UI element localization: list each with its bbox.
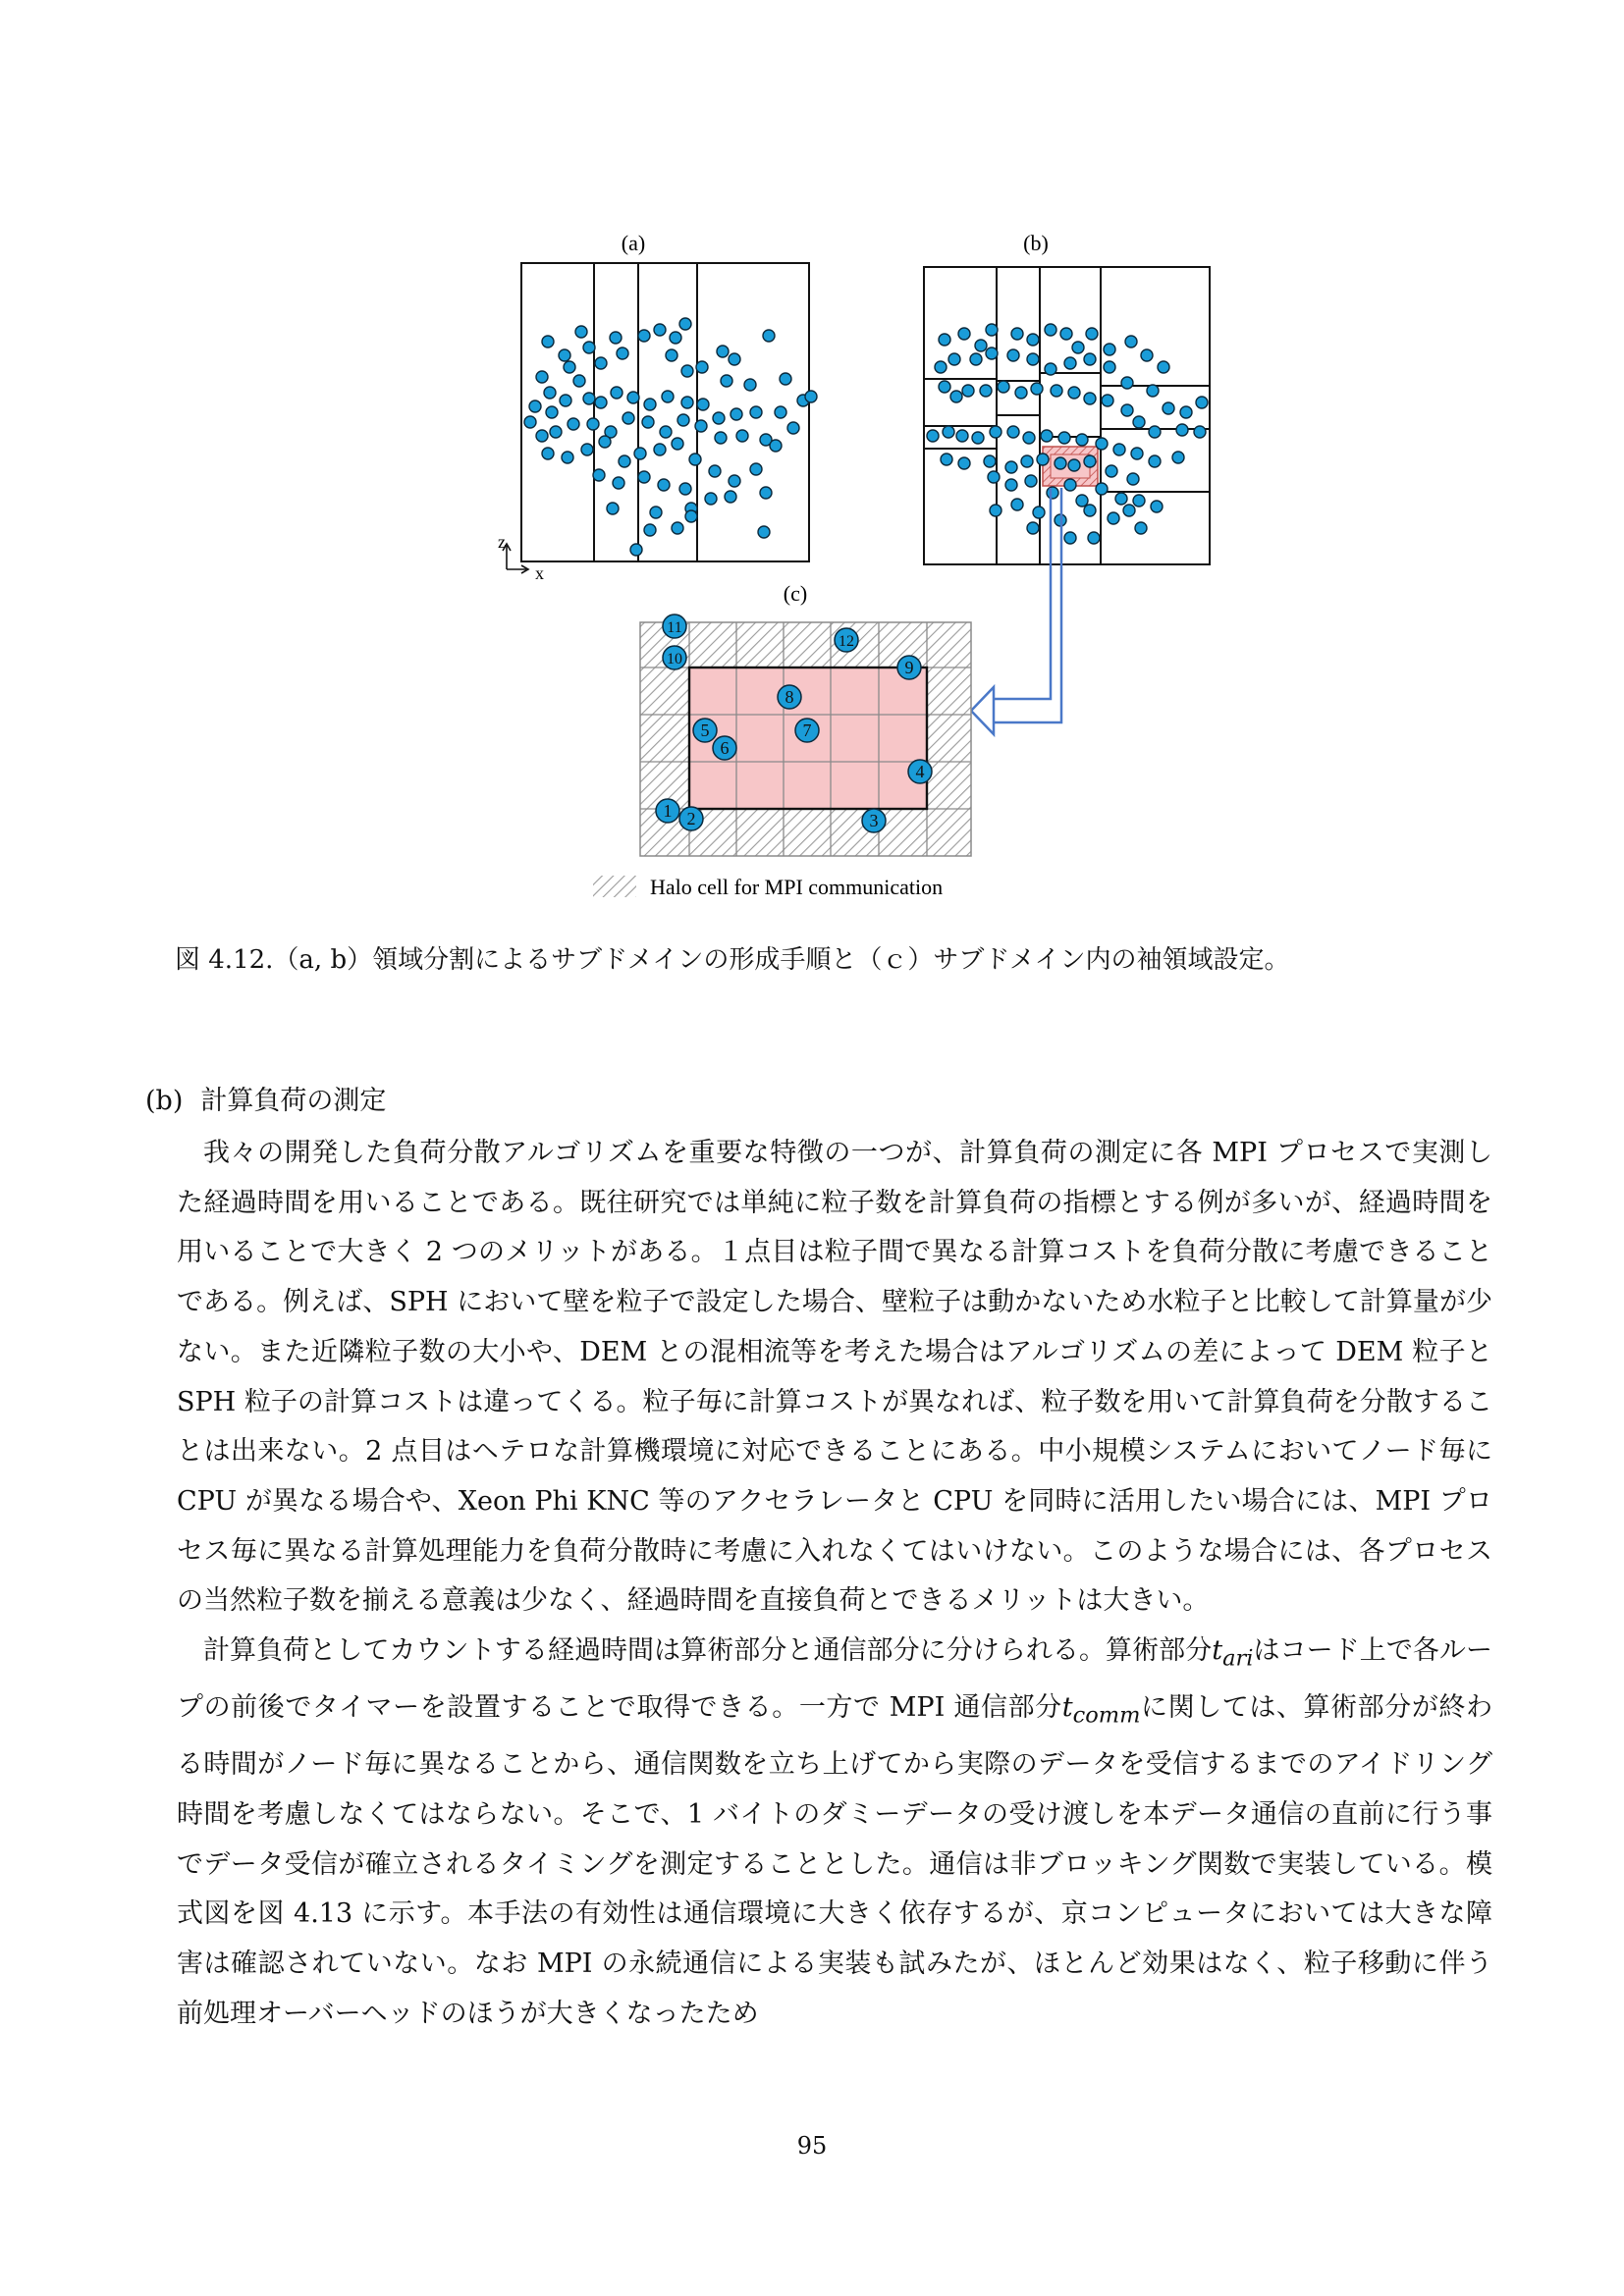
particle <box>990 505 1001 516</box>
particle <box>1084 353 1096 365</box>
numbered-particle-9 <box>897 656 921 679</box>
paragraph-2-text-middle: はコード上で各ループの前後でタイマーを設置することで取得できる。一方で MPI 通信部分 <box>177 1635 1492 1724</box>
particle <box>962 385 974 397</box>
particle <box>1015 387 1027 399</box>
particle <box>679 318 691 330</box>
particle <box>1005 461 1017 473</box>
numbered-particle-5 <box>693 719 717 742</box>
numbered-particle-label: 11 <box>667 619 682 636</box>
particle <box>1007 426 1019 438</box>
particle <box>607 503 619 514</box>
particle <box>787 422 799 434</box>
paragraph-2 <box>177 1627 1492 2039</box>
particle <box>611 387 623 399</box>
figure-drawing <box>0 0 1624 903</box>
particle <box>617 347 628 359</box>
paragraph-2-text-end: に関しては、算術部分が終わる時間がノード毎に異なることから、通信関数を立ち上げてから実際のデータを受信するまでのアイドリング時間を考慮しなくてはならない。そこで、1 バイトのダミーデータの受け渡しを本データ通信の直前に行う事でデータ受信が確立されるタイミングを測定することとした。通信は非ブロッキング関数で実装している。模式図を図 4.13 に示す。本手法の有効性は通信環境に大きく依存するが、京コンピュータにおいては大きな障害は確認されていない。なお MPI の永続通信による実装も試みたが、ほとんど効果はなく、粒子移動に伴う前処理オーバーヘッドのほうが大きくなったため <box>177 1692 1493 2029</box>
particle <box>1196 397 1208 408</box>
numbered-particle-12 <box>835 628 858 652</box>
particle <box>599 436 611 448</box>
section-number: (b) <box>145 1086 184 1116</box>
numbered-particle-2 <box>679 807 703 830</box>
particle <box>988 471 1000 483</box>
particle <box>681 397 693 408</box>
particle <box>1076 495 1088 507</box>
numbered-particle-1 <box>656 799 679 823</box>
particle <box>1041 430 1053 442</box>
particle <box>634 448 646 459</box>
particle <box>544 387 556 399</box>
particle <box>1172 452 1184 463</box>
particle <box>927 430 939 442</box>
panel-b-label: (b) <box>1023 231 1049 255</box>
numbered-particle-7 <box>795 719 819 742</box>
variable-t-ari: $t_{ari}$ <box>1212 1635 1254 1672</box>
particle <box>1072 342 1084 353</box>
particle <box>638 330 650 342</box>
particle <box>583 393 595 404</box>
particle <box>670 332 681 344</box>
particle <box>1102 395 1113 406</box>
particle <box>1064 357 1076 369</box>
particle <box>1027 334 1039 346</box>
particle <box>1176 424 1188 436</box>
section-heading <box>145 1082 386 1121</box>
particle <box>805 391 817 402</box>
particle <box>1064 479 1076 491</box>
particle <box>560 395 571 406</box>
particle <box>672 438 683 450</box>
particle <box>1011 328 1023 340</box>
particle <box>970 353 982 365</box>
particle <box>1108 512 1119 524</box>
particle <box>662 391 674 402</box>
legend-text: Halo cell for MPI communication <box>650 875 944 899</box>
particle <box>650 507 662 518</box>
particle <box>1096 438 1108 450</box>
particle <box>1025 475 1037 487</box>
particle <box>1151 501 1163 512</box>
panel-c-label: (c) <box>783 581 808 606</box>
particle <box>529 400 541 412</box>
particle <box>1123 505 1135 516</box>
numbered-particle-11 <box>663 614 686 638</box>
particle <box>736 430 748 442</box>
particle <box>1007 349 1019 361</box>
particle <box>583 342 595 353</box>
particle <box>1045 363 1056 375</box>
particle <box>1113 444 1125 455</box>
particle <box>775 406 786 418</box>
particle <box>593 469 605 481</box>
particle <box>1149 455 1161 467</box>
particle <box>1133 495 1145 507</box>
figure-4-12 <box>0 0 1624 903</box>
particle <box>1121 404 1133 416</box>
particle <box>1147 385 1159 397</box>
body-text <box>177 1129 1492 2039</box>
particle <box>1121 377 1133 389</box>
particle <box>1131 448 1143 459</box>
numbered-particle-4 <box>908 760 932 783</box>
particle <box>638 471 650 483</box>
numbered-particle-label: 4 <box>915 762 925 781</box>
particle <box>986 324 998 336</box>
particle <box>630 544 642 556</box>
particle <box>705 493 717 505</box>
particle <box>1027 353 1039 365</box>
numbered-particle-label: 8 <box>785 687 794 707</box>
particle <box>1158 361 1169 373</box>
particle <box>956 430 968 442</box>
particle <box>780 373 791 385</box>
particle <box>1064 532 1076 544</box>
particle <box>1163 402 1174 414</box>
zoom-arrow <box>971 488 1061 734</box>
particle <box>958 457 970 469</box>
particle <box>972 432 984 444</box>
particle <box>564 361 575 373</box>
particle <box>562 452 573 463</box>
particle <box>948 353 960 365</box>
particle <box>536 430 548 442</box>
particle <box>666 349 677 361</box>
particle <box>546 406 558 418</box>
particle <box>573 375 585 387</box>
particle <box>550 426 562 438</box>
panel-a <box>521 263 817 561</box>
particle <box>595 397 607 408</box>
panel-c <box>640 614 971 856</box>
particle <box>613 477 624 489</box>
numbered-particle-label: 3 <box>869 811 879 830</box>
particle <box>1180 406 1192 418</box>
panel-a-label: (a) <box>621 231 646 255</box>
particle <box>1125 336 1137 347</box>
numbered-particle-label: 5 <box>700 721 710 740</box>
numbered-particle-label: 6 <box>720 738 730 758</box>
particle <box>941 454 952 465</box>
particle <box>542 448 554 459</box>
particle <box>1051 385 1062 397</box>
particle <box>1104 361 1115 373</box>
particle <box>986 347 998 359</box>
particle <box>1106 465 1117 477</box>
particle <box>1141 349 1153 361</box>
particle <box>958 328 970 340</box>
particle <box>1115 493 1127 505</box>
particle <box>1045 324 1056 336</box>
particle <box>1084 393 1096 404</box>
particle <box>627 392 639 403</box>
particle <box>1084 455 1096 467</box>
particle <box>1047 487 1058 499</box>
axis-x-label: x <box>535 563 544 583</box>
particle <box>681 365 693 377</box>
particle <box>575 326 587 338</box>
particle <box>725 491 736 503</box>
particle <box>935 361 947 373</box>
particle <box>943 426 954 438</box>
numbered-particle-label: 2 <box>686 809 696 828</box>
particle <box>750 406 762 418</box>
legend <box>593 875 943 899</box>
particle <box>980 385 992 397</box>
particle <box>623 412 634 424</box>
particle <box>695 420 707 432</box>
numbered-particle-8 <box>778 685 801 709</box>
particle <box>1149 426 1161 438</box>
particle <box>1076 434 1088 446</box>
particle <box>642 416 654 428</box>
particle <box>1068 459 1080 471</box>
particle <box>697 399 709 410</box>
particle <box>1088 532 1100 544</box>
panel-b <box>924 267 1210 564</box>
particle <box>1104 344 1115 355</box>
particle <box>731 408 742 420</box>
particle <box>729 475 740 487</box>
particle <box>990 426 1001 438</box>
particle <box>744 379 756 391</box>
particle <box>715 432 727 444</box>
numbered-particle-label: 9 <box>904 658 914 677</box>
section-title: 計算負荷の測定 <box>200 1086 387 1116</box>
particle <box>750 463 762 475</box>
particle <box>679 483 691 495</box>
particle <box>689 454 701 465</box>
particle <box>729 353 740 365</box>
particle <box>770 440 782 452</box>
particle <box>660 426 672 438</box>
particle <box>763 330 775 342</box>
particle <box>1011 499 1023 510</box>
particle <box>677 414 689 426</box>
particle <box>587 418 599 430</box>
particle <box>1058 432 1070 444</box>
particle <box>713 412 725 424</box>
particle <box>654 324 666 336</box>
particle <box>717 346 729 357</box>
particle <box>536 371 548 383</box>
paragraph-2-text-start: 計算負荷としてカウントする経過時間は算術部分と通信部分に分けられる。算術部分 <box>203 1635 1213 1667</box>
numbered-particle-3 <box>862 809 886 832</box>
particle <box>1021 455 1033 467</box>
particle <box>1033 507 1045 518</box>
particle <box>758 526 770 538</box>
particle <box>1086 328 1098 340</box>
particle <box>542 336 554 347</box>
particle <box>984 455 996 467</box>
particle <box>939 334 950 346</box>
particle <box>595 357 607 369</box>
particle <box>1135 522 1147 534</box>
particle <box>950 391 962 402</box>
paragraph-1 <box>177 1129 1492 1627</box>
particle <box>685 510 697 522</box>
numbered-particle-label: 12 <box>839 633 854 650</box>
figure-caption: 図 4.12.（a, b）領域分割によるサブドメインの形成手順と（ｃ）サブドメイン内の袖領域設定。 <box>175 945 1290 975</box>
particle <box>610 332 622 344</box>
numbered-particle-6 <box>713 736 736 760</box>
paragraph-1-text: 我々の開発した負荷分散アルゴリズムを重要な特徴の一つが、計算負荷の測定に各 MPI プロセスで実測した経過時間を用いることである。既往研究では単純に粒子数を計算負荷の指標とする例が多いが、経過時間を用いることで大きく 2 つのメリットがある。１点目は粒子間で異なる計算コストを負荷分散に考慮できることである。例えば、SPH において壁を粒子で設定した場合、壁粒子は動かないため水粒子と比較して計算量が少ない。また近隣粒子数の大小や、DEM との混相流等を考えた場合はアルゴリズムの差によって DEM 粒子と SPH 粒子の計算コストは違ってくる。粒子毎に計算コストが異なれば、粒子数を用いて計算負荷を分散することは出来ない。2 点目はヘテロな計算機環境に対応できることにある。中小規模システムにおいてノード毎に CPU が異なる場合や、Xeon Phi KNC 等のアクセラレータと CPU を同時に活用したい場合には、MPI プロセス毎に異なる計算処理能力を負荷分散時に考慮に入れなくてはいけない。このような場合には、各プロセスの当然粒子数を揃える意義は少なく、経過時間を直接負荷とできるメリットは大きい。 <box>177 1138 1492 1617</box>
particle <box>1133 416 1145 428</box>
particle <box>721 375 732 387</box>
particle <box>1194 426 1206 438</box>
particle <box>1060 328 1072 340</box>
particle <box>760 487 772 499</box>
particle <box>672 522 683 534</box>
particle <box>1037 454 1049 465</box>
particle <box>658 479 670 491</box>
axis-z-label: z <box>498 532 506 552</box>
panel-a-particles <box>524 318 817 556</box>
particle <box>644 524 656 536</box>
particle <box>1005 479 1017 491</box>
particle <box>1023 432 1035 444</box>
particle <box>581 444 593 455</box>
particle <box>568 418 579 430</box>
numbered-particle-label: 1 <box>663 801 673 821</box>
particle <box>1096 483 1108 495</box>
particle <box>998 381 1009 393</box>
particle <box>1031 383 1043 395</box>
particle <box>1027 522 1039 534</box>
particle <box>975 340 987 351</box>
particle <box>644 399 656 410</box>
numbered-particle-label: 7 <box>802 721 812 740</box>
particle <box>1068 387 1080 399</box>
panel-b-particles <box>927 324 1208 544</box>
particle <box>709 465 721 477</box>
particle <box>619 455 630 467</box>
particle <box>654 444 666 455</box>
particle <box>1127 473 1139 485</box>
particle <box>1084 505 1096 516</box>
numbered-particle-10 <box>663 646 686 669</box>
particle <box>939 381 950 393</box>
numbered-particle-label: 10 <box>667 651 682 667</box>
particle <box>559 349 570 361</box>
particle <box>1055 457 1066 469</box>
particle <box>696 361 708 373</box>
particle <box>524 416 536 428</box>
page-number: 95 <box>796 2132 828 2160</box>
variable-t-comm: $t_{comm}$ <box>1061 1692 1141 1729</box>
